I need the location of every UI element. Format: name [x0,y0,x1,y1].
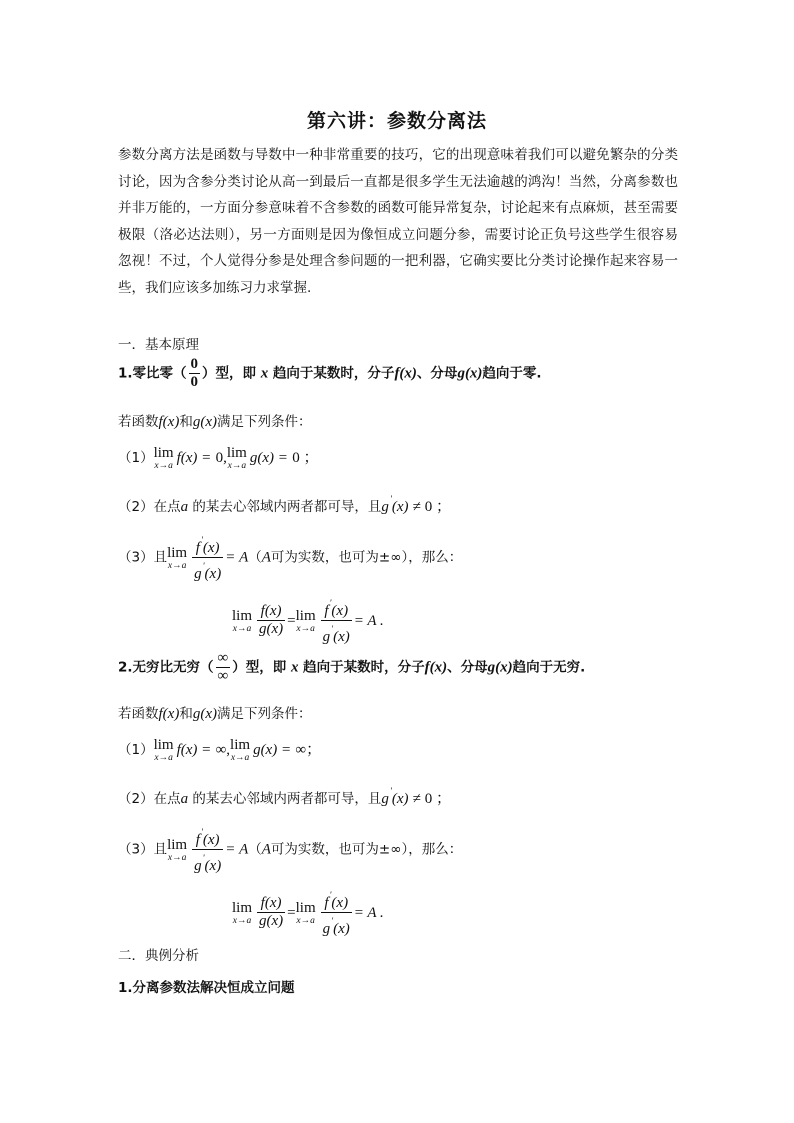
section-heading-basic: 一．基本原理 [118,337,199,353]
case2-conditions-intro: 若函数f(x)和g(x)满足下列条件： [118,706,312,722]
limit-operator: lim x→a [153,737,174,763]
limit-operator: lim x→a [167,836,188,863]
case2-heading-text: 2.无穷比无穷（ [118,659,214,676]
case1-heading: 1.零比零（ $\frac{0}{0}$ ）型，即 x 趋向于某数时，分子f(x)、分母g(x)趋向于零. [118,356,542,390]
example-heading-1: 1.分离参数法解决恒成立问题 [118,980,295,996]
limit-operator: lim x→a [295,607,316,634]
limit-operator: lim x→a [232,899,253,926]
case2-heading: 2.无穷比无穷（ $\frac{\infty}{\infty}$ ）型，即 x 趋向于某数时，分子f(x)、分母g(x)趋向于无穷. [118,650,586,684]
limit-operator: lim x→a [226,445,247,471]
case1-condition-3: （3）且 lim x→a $\frac{f'(x)}{g'(x)}$ = A（A可为实数，也可为±∞），那么： [118,532,462,583]
limit-operator: lim x→a [295,899,316,926]
derivative-ratio: $\frac{f'(x)}{g'(x)}$ [192,532,223,583]
derivative-ratio: $\frac{f'(x)}{g'(x)}$ [192,824,223,875]
case1-condition-1: （1） lim x→a f(x) = 0, lim x→a g(x) = 0 ； [118,445,319,471]
case2-condition-2: （2）在点a 的某去心邻域内两者都可导，且g'(x) ≠ 0 ； [118,786,452,807]
case1-condition-2: （2）在点a 的某去心邻域内两者都可导，且g'(x) ≠ 0 ； [118,494,452,515]
section-heading-examples: 二．典例分析 [118,948,199,964]
case1-conditions-intro: 若函数f(x)和g(x)满足下列条件： [118,414,312,430]
intro-paragraph: 参数分离方法是函数与导数中一种非常重要的技巧，它的出现意味着我们可以避免繁杂的分类讨论，因为含参分类讨论从高一到最后一直都是很多学生无法逾越的鸿沟！当然，分离参数也并非万能的，一方面分参意味着不含参数的函数可能异常复杂，讨论起来有点麻烦，甚至需要极限（洛必达法则），另一方面则是因为像恒成立问题分参，需要讨论正负号这些学生很容易忽视！不过，个人觉得分参是处理含参问题的一把利器，它确实要比分类讨论操作起来容易一些，我们应该多加练习力求掌握. [118,147,678,296]
case1-conclusion-formula: lim x→a $\frac{f(x)}{g(x)}$ = lim x→a $\frac{f'(x)}{g'(x)}$ = A . [232,595,384,646]
case2-type-fraction: $\frac{\infty}{\infty}$ [217,650,229,684]
case2-condition-3: （3）且 lim x→a $\frac{f'(x)}{g'(x)}$ = A（A可为实数，也可为±∞），那么： [118,824,462,875]
case2-conclusion-formula: lim x→a $\frac{f(x)}{g(x)}$ = lim x→a $\frac{f'(x)}{g'(x)}$ = A . [232,887,384,938]
case1-type-fraction: $\frac{0}{0}$ [190,356,199,390]
case1-heading-text: 1.零比零（ [118,365,187,382]
limit-operator: lim x→a [153,445,174,471]
limit-operator: lim x→a [232,607,253,634]
case2-condition-1: （1） lim x→a f(x) = ∞, lim x→a g(x) = ∞； [118,737,322,763]
limit-operator: lim x→a [230,737,251,763]
limit-operator: lim x→a [167,544,188,571]
page-title: 第六讲：参数分离法 [306,110,487,132]
